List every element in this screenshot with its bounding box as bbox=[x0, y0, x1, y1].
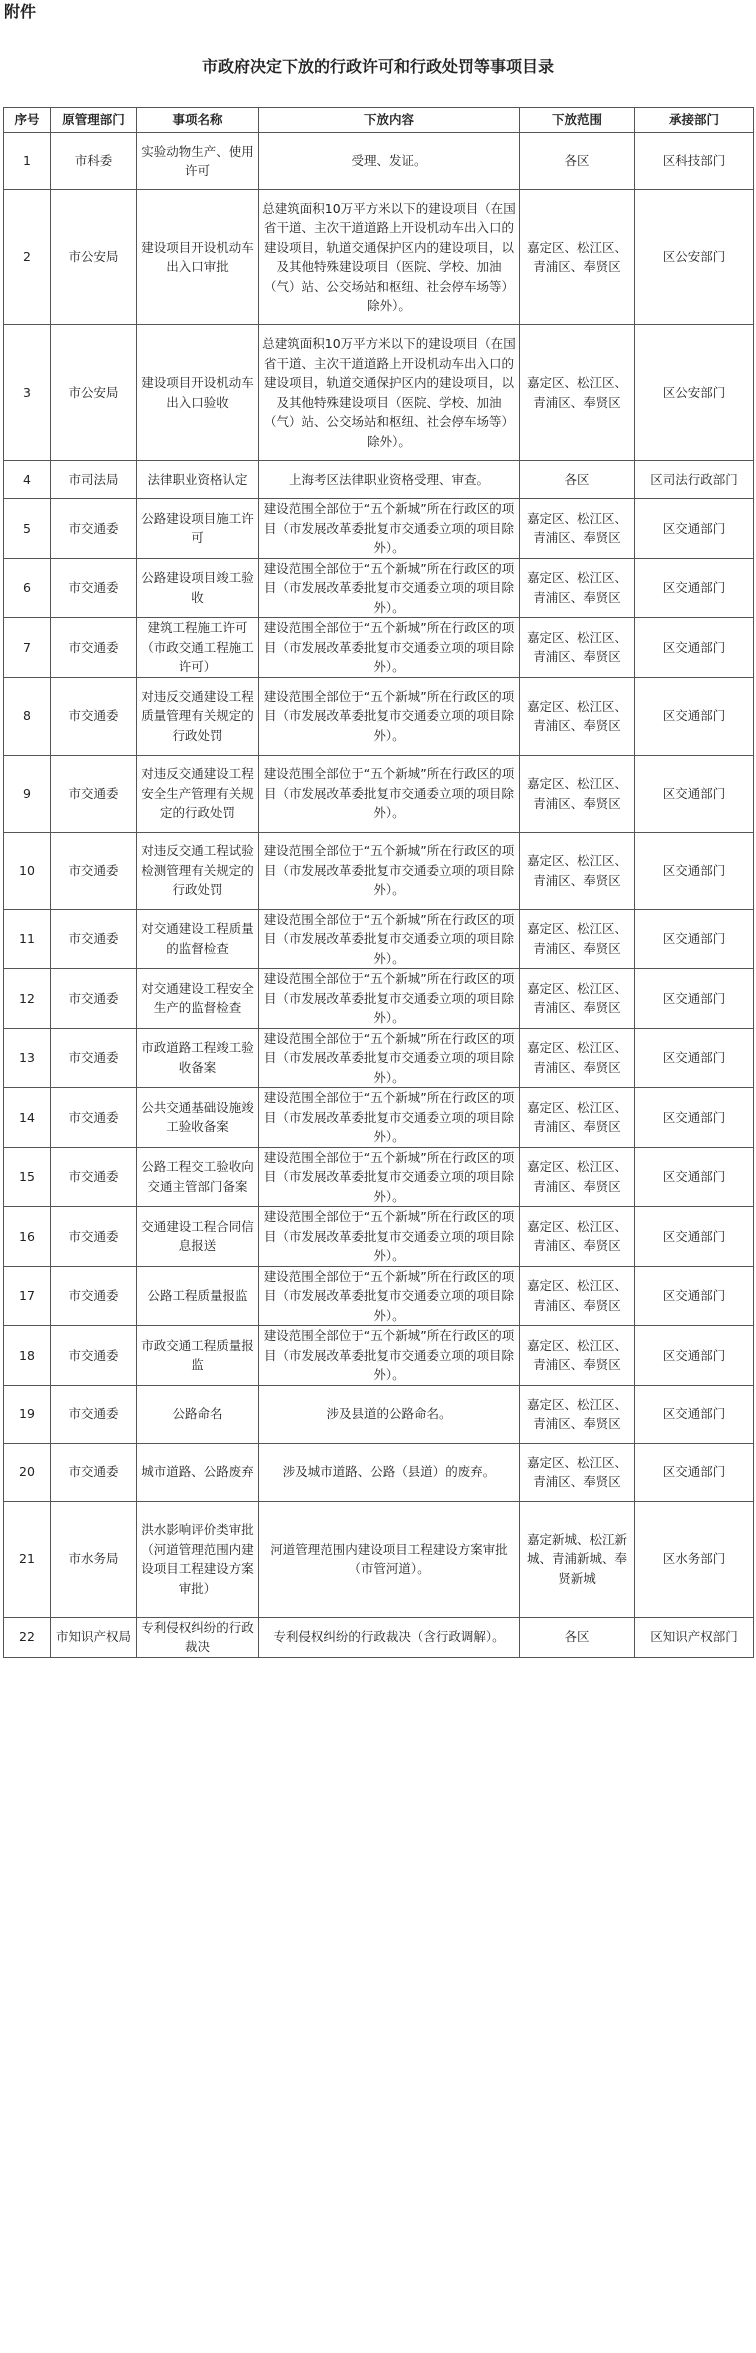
cell-scope: 各区 bbox=[520, 461, 635, 499]
cell-dept: 市知识产权局 bbox=[51, 1617, 137, 1657]
table-body bbox=[4, 133, 754, 1658]
cell-scope: 嘉定区、松江区、青浦区、奉贤区 bbox=[520, 677, 635, 755]
cell-scope: 嘉定区、松江区、青浦区、奉贤区 bbox=[520, 190, 635, 325]
table-row bbox=[4, 969, 754, 1029]
header-content: 下放内容 bbox=[259, 108, 520, 133]
cell-content: 上海考区法律职业资格受理、审查。 bbox=[259, 461, 520, 499]
cell-no: 8 bbox=[4, 677, 51, 755]
cell-name: 对违反交通工程试验检测管理有关规定的行政处罚 bbox=[137, 832, 259, 909]
table-row bbox=[4, 1266, 754, 1326]
cell-dept: 市交通委 bbox=[51, 755, 137, 832]
cell-name: 对违反交通建设工程安全生产管理有关规定的行政处罚 bbox=[137, 755, 259, 832]
cell-content: 建设范围全部位于“五个新城”所在行政区的项目（市发展改革委批复市交通委立项的项目除外）。 bbox=[259, 1326, 520, 1386]
cell-scope: 嘉定区、松江区、青浦区、奉贤区 bbox=[520, 618, 635, 678]
table-header-row bbox=[4, 108, 754, 133]
cell-scope: 各区 bbox=[520, 1617, 635, 1657]
table-row bbox=[4, 1147, 754, 1207]
cell-content: 专利侵权纠纷的行政裁决（含行政调解）。 bbox=[259, 1617, 520, 1657]
table-row bbox=[4, 499, 754, 559]
cell-no: 18 bbox=[4, 1326, 51, 1386]
cell-receiver: 区交通部门 bbox=[635, 1147, 754, 1207]
cell-scope: 嘉定区、松江区、青浦区、奉贤区 bbox=[520, 755, 635, 832]
cell-dept: 市交通委 bbox=[51, 499, 137, 559]
cell-no: 9 bbox=[4, 755, 51, 832]
cell-scope: 嘉定区、松江区、青浦区、奉贤区 bbox=[520, 1385, 635, 1443]
cell-receiver: 区司法行政部门 bbox=[635, 461, 754, 499]
cell-dept: 市交通委 bbox=[51, 618, 137, 678]
cell-dept: 市科委 bbox=[51, 133, 137, 190]
cell-dept: 市交通委 bbox=[51, 1443, 137, 1501]
header-receiver: 承接部门 bbox=[635, 108, 754, 133]
cell-no: 2 bbox=[4, 190, 51, 325]
cell-content: 建设范围全部位于“五个新城”所在行政区的项目（市发展改革委批复市交通委立项的项目除外）。 bbox=[259, 1207, 520, 1267]
cell-receiver: 区交通部门 bbox=[635, 1443, 754, 1501]
cell-name: 建筑工程施工许可（市政交通工程施工许可） bbox=[137, 618, 259, 678]
cell-no: 13 bbox=[4, 1028, 51, 1088]
cell-no: 7 bbox=[4, 618, 51, 678]
table-row bbox=[4, 1207, 754, 1267]
cell-dept: 市交通委 bbox=[51, 969, 137, 1029]
header-name: 事项名称 bbox=[137, 108, 259, 133]
cell-receiver: 区公安部门 bbox=[635, 190, 754, 325]
cell-dept: 市交通委 bbox=[51, 1266, 137, 1326]
cell-content: 建设范围全部位于“五个新城”所在行政区的项目（市发展改革委批复市交通委立项的项目除外）。 bbox=[259, 558, 520, 618]
cell-name: 对违反交通建设工程质量管理有关规定的行政处罚 bbox=[137, 677, 259, 755]
table-row bbox=[4, 909, 754, 969]
cell-no: 5 bbox=[4, 499, 51, 559]
cell-scope: 嘉定区、松江区、青浦区、奉贤区 bbox=[520, 909, 635, 969]
cell-content: 建设范围全部位于“五个新城”所在行政区的项目（市发展改革委批复市交通委立项的项目除外）。 bbox=[259, 1088, 520, 1148]
cell-name: 公路命名 bbox=[137, 1385, 259, 1443]
cell-content: 建设范围全部位于“五个新城”所在行政区的项目（市发展改革委批复市交通委立项的项目除外）。 bbox=[259, 677, 520, 755]
items-table bbox=[3, 107, 754, 1658]
cell-receiver: 区交通部门 bbox=[635, 677, 754, 755]
annex-label: 附件 bbox=[4, 2, 37, 21]
header-no: 序号 bbox=[4, 108, 51, 133]
cell-receiver: 区交通部门 bbox=[635, 1266, 754, 1326]
cell-scope: 嘉定区、松江区、青浦区、奉贤区 bbox=[520, 1207, 635, 1267]
cell-receiver: 区科技部门 bbox=[635, 133, 754, 190]
cell-no: 14 bbox=[4, 1088, 51, 1148]
cell-scope: 嘉定区、松江区、青浦区、奉贤区 bbox=[520, 1088, 635, 1148]
table-row bbox=[4, 1617, 754, 1657]
cell-scope: 嘉定区、松江区、青浦区、奉贤区 bbox=[520, 325, 635, 461]
cell-content: 建设范围全部位于“五个新城”所在行政区的项目（市发展改革委批复市交通委立项的项目除外）。 bbox=[259, 618, 520, 678]
table-row bbox=[4, 133, 754, 190]
cell-content: 河道管理范围内建设项目工程建设方案审批（市管河道）。 bbox=[259, 1501, 520, 1617]
cell-name: 公路工程质量报监 bbox=[137, 1266, 259, 1326]
cell-name: 公路建设项目施工许可 bbox=[137, 499, 259, 559]
cell-content: 建设范围全部位于“五个新城”所在行政区的项目（市发展改革委批复市交通委立项的项目除外）。 bbox=[259, 1266, 520, 1326]
table-row bbox=[4, 677, 754, 755]
cell-scope: 嘉定区、松江区、青浦区、奉贤区 bbox=[520, 969, 635, 1029]
cell-no: 19 bbox=[4, 1385, 51, 1443]
cell-scope: 嘉定区、松江区、青浦区、奉贤区 bbox=[520, 832, 635, 909]
cell-name: 专利侵权纠纷的行政裁决 bbox=[137, 1617, 259, 1657]
cell-content: 涉及城市道路、公路（县道）的废弃。 bbox=[259, 1443, 520, 1501]
table-row bbox=[4, 618, 754, 678]
cell-name: 建设项目开设机动车出入口审批 bbox=[137, 190, 259, 325]
cell-name: 公路工程交工验收向交通主管部门备案 bbox=[137, 1147, 259, 1207]
cell-dept: 市交通委 bbox=[51, 1028, 137, 1088]
cell-dept: 市交通委 bbox=[51, 1147, 137, 1207]
cell-receiver: 区交通部门 bbox=[635, 755, 754, 832]
table-row bbox=[4, 1028, 754, 1088]
table-row bbox=[4, 1326, 754, 1386]
cell-dept: 市水务局 bbox=[51, 1501, 137, 1617]
cell-content: 建设范围全部位于“五个新城”所在行政区的项目（市发展改革委批复市交通委立项的项目除外）。 bbox=[259, 1147, 520, 1207]
cell-receiver: 区交通部门 bbox=[635, 1326, 754, 1386]
cell-content: 建设范围全部位于“五个新城”所在行政区的项目（市发展改革委批复市交通委立项的项目除外）。 bbox=[259, 832, 520, 909]
table-row bbox=[4, 1385, 754, 1443]
cell-dept: 市公安局 bbox=[51, 190, 137, 325]
table-row bbox=[4, 1501, 754, 1617]
cell-receiver: 区交通部门 bbox=[635, 618, 754, 678]
cell-receiver: 区公安部门 bbox=[635, 325, 754, 461]
cell-name: 公共交通基础设施竣工验收备案 bbox=[137, 1088, 259, 1148]
cell-name: 市政道路工程竣工验收备案 bbox=[137, 1028, 259, 1088]
table-row bbox=[4, 190, 754, 325]
cell-content: 涉及县道的公路命名。 bbox=[259, 1385, 520, 1443]
document-title: 市政府决定下放的行政许可和行政处罚等事项目录 bbox=[201, 57, 554, 76]
cell-content: 建设范围全部位于“五个新城”所在行政区的项目（市发展改革委批复市交通委立项的项目除外）。 bbox=[259, 499, 520, 559]
cell-scope: 嘉定区、松江区、青浦区、奉贤区 bbox=[520, 1028, 635, 1088]
cell-scope: 嘉定新城、松江新城、青浦新城、奉贤新城 bbox=[520, 1501, 635, 1617]
cell-dept: 市交通委 bbox=[51, 1088, 137, 1148]
cell-no: 22 bbox=[4, 1617, 51, 1657]
cell-receiver: 区知识产权部门 bbox=[635, 1617, 754, 1657]
cell-name: 公路建设项目竣工验收 bbox=[137, 558, 259, 618]
cell-dept: 市交通委 bbox=[51, 1385, 137, 1443]
cell-receiver: 区交通部门 bbox=[635, 558, 754, 618]
table-row bbox=[4, 1443, 754, 1501]
cell-dept: 市交通委 bbox=[51, 832, 137, 909]
cell-dept: 市交通委 bbox=[51, 558, 137, 618]
table-row bbox=[4, 461, 754, 499]
cell-dept: 市交通委 bbox=[51, 1207, 137, 1267]
cell-dept: 市交通委 bbox=[51, 677, 137, 755]
table-row bbox=[4, 755, 754, 832]
cell-receiver: 区交通部门 bbox=[635, 1385, 754, 1443]
cell-no: 21 bbox=[4, 1501, 51, 1617]
cell-content: 总建筑面积10万平方米以下的建设项目（在国省干道、主次干道道路上开设机动车出入口的建设项目，轨道交通保护区内的建设项目，以及其他特殊建设项目（医院、学校、加油（气）站、公交场站和枢纽、社会停车场等）除外）。 bbox=[259, 325, 520, 461]
cell-dept: 市交通委 bbox=[51, 909, 137, 969]
cell-scope: 各区 bbox=[520, 133, 635, 190]
cell-content: 总建筑面积10万平方米以下的建设项目（在国省干道、主次干道道路上开设机动车出入口的建设项目，轨道交通保护区内的建设项目，以及其他特殊建设项目（医院、学校、加油（气）站、公交场站和枢纽、社会停车场等）除外）。 bbox=[259, 190, 520, 325]
cell-no: 16 bbox=[4, 1207, 51, 1267]
cell-no: 20 bbox=[4, 1443, 51, 1501]
cell-receiver: 区交通部门 bbox=[635, 1207, 754, 1267]
cell-name: 法律职业资格认定 bbox=[137, 461, 259, 499]
cell-no: 12 bbox=[4, 969, 51, 1029]
cell-content: 受理、发证。 bbox=[259, 133, 520, 190]
cell-dept: 市司法局 bbox=[51, 461, 137, 499]
cell-receiver: 区交通部门 bbox=[635, 1028, 754, 1088]
table-row bbox=[4, 1088, 754, 1148]
cell-no: 4 bbox=[4, 461, 51, 499]
cell-name: 实验动物生产、使用许可 bbox=[137, 133, 259, 190]
cell-content: 建设范围全部位于“五个新城”所在行政区的项目（市发展改革委批复市交通委立项的项目除外）。 bbox=[259, 969, 520, 1029]
cell-receiver: 区交通部门 bbox=[635, 1088, 754, 1148]
cell-no: 1 bbox=[4, 133, 51, 190]
cell-receiver: 区交通部门 bbox=[635, 969, 754, 1029]
table-row bbox=[4, 832, 754, 909]
cell-receiver: 区交通部门 bbox=[635, 909, 754, 969]
cell-name: 交通建设工程合同信息报送 bbox=[137, 1207, 259, 1267]
cell-dept: 市交通委 bbox=[51, 1326, 137, 1386]
cell-scope: 嘉定区、松江区、青浦区、奉贤区 bbox=[520, 499, 635, 559]
cell-scope: 嘉定区、松江区、青浦区、奉贤区 bbox=[520, 1326, 635, 1386]
cell-content: 建设范围全部位于“五个新城”所在行政区的项目（市发展改革委批复市交通委立项的项目除外）。 bbox=[259, 1028, 520, 1088]
header-dept: 原管理部门 bbox=[51, 108, 137, 133]
cell-name: 对交通建设工程安全生产的监督检查 bbox=[137, 969, 259, 1029]
cell-content: 建设范围全部位于“五个新城”所在行政区的项目（市发展改革委批复市交通委立项的项目除外）。 bbox=[259, 909, 520, 969]
cell-name: 市政交通工程质量报监 bbox=[137, 1326, 259, 1386]
cell-scope: 嘉定区、松江区、青浦区、奉贤区 bbox=[520, 558, 635, 618]
table-row bbox=[4, 558, 754, 618]
cell-name: 对交通建设工程质量的监督检查 bbox=[137, 909, 259, 969]
cell-no: 10 bbox=[4, 832, 51, 909]
cell-content: 建设范围全部位于“五个新城”所在行政区的项目（市发展改革委批复市交通委立项的项目除外）。 bbox=[259, 755, 520, 832]
cell-name: 城市道路、公路废弃 bbox=[137, 1443, 259, 1501]
header-scope: 下放范围 bbox=[520, 108, 635, 133]
cell-no: 11 bbox=[4, 909, 51, 969]
cell-receiver: 区交通部门 bbox=[635, 499, 754, 559]
cell-receiver: 区交通部门 bbox=[635, 832, 754, 909]
cell-dept: 市公安局 bbox=[51, 325, 137, 461]
cell-receiver: 区水务部门 bbox=[635, 1501, 754, 1617]
cell-no: 3 bbox=[4, 325, 51, 461]
cell-scope: 嘉定区、松江区、青浦区、奉贤区 bbox=[520, 1266, 635, 1326]
cell-scope: 嘉定区、松江区、青浦区、奉贤区 bbox=[520, 1147, 635, 1207]
cell-name: 建设项目开设机动车出入口验收 bbox=[137, 325, 259, 461]
cell-name: 洪水影响评价类审批（河道管理范围内建设项目工程建设方案审批） bbox=[137, 1501, 259, 1617]
table-row bbox=[4, 325, 754, 461]
cell-no: 6 bbox=[4, 558, 51, 618]
cell-no: 17 bbox=[4, 1266, 51, 1326]
cell-scope: 嘉定区、松江区、青浦区、奉贤区 bbox=[520, 1443, 635, 1501]
cell-no: 15 bbox=[4, 1147, 51, 1207]
